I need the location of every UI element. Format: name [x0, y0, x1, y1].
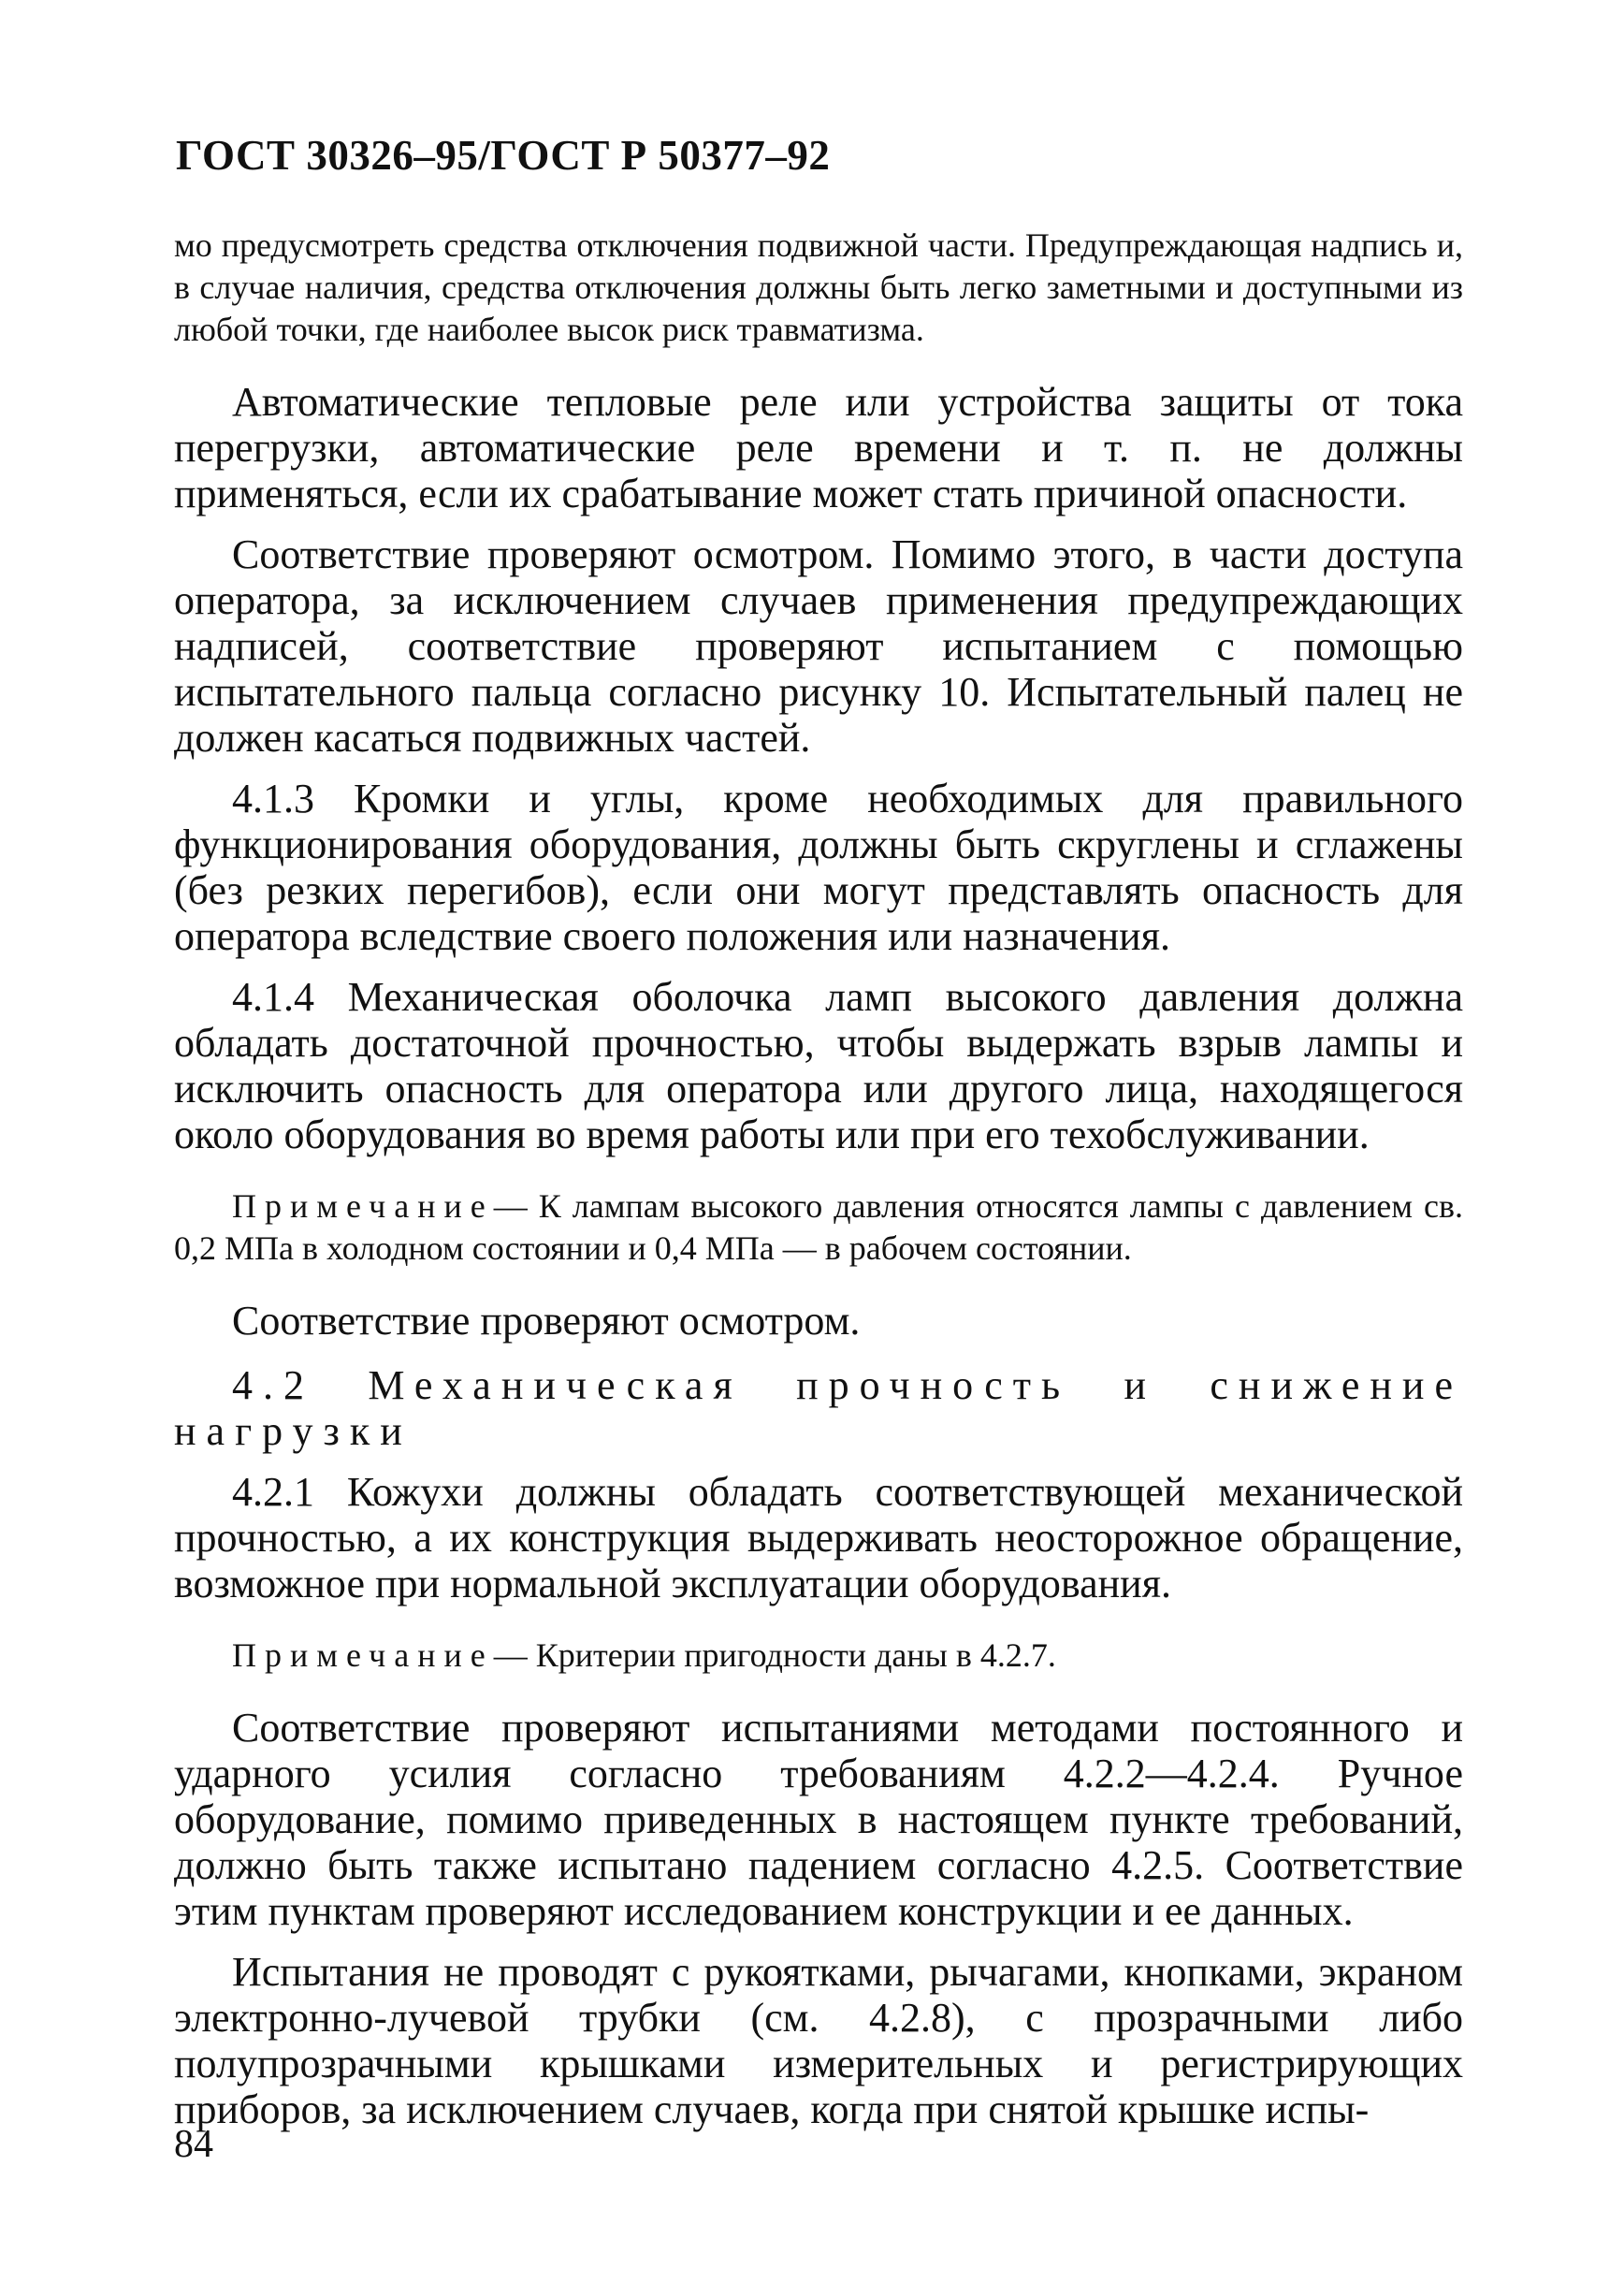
paragraph-testing-methods: Соответствие проверяют испытаниями методами постоянного и ударного усилия согласно требованиям 4.2.2—4.2.4. Ручное оборудование, помимо приведенных в настоящем пункте требований, должно быть также испытано падением согласно 4.2.5. Соответствие этим пунктам проверяют исследованием конструкции и ее данных. [174, 1705, 1463, 1934]
section-heading-number: 4.2 [232, 1362, 314, 1408]
note-criteria [174, 1635, 1463, 1677]
section-heading-4-2 [174, 1362, 1463, 1454]
clause-4-2-1: 4.2.1 Кожухи должны обладать соответствующей механической прочностью, а их конструкция выдерживать неосторожное обращение, возможное при нормальной эксплуатации оборудования. [174, 1469, 1463, 1606]
paragraph-thermal-relays: Автоматические тепловые реле или устройства защиты от тока перегрузки, автоматические реле времени и т. п. не должны применяться, если их срабатывание может стать причиной опасности. [174, 379, 1463, 516]
note-high-pressure-lamps [174, 1185, 1463, 1270]
paragraph-compliance-inspection-2: Соответствие проверяют осмотром. [232, 1298, 861, 1344]
page-number: 84 [174, 2123, 213, 2166]
section-heading-title: Механическая прочность и снижение нагрузки [174, 1362, 1463, 1454]
note-label: Примечание [232, 1636, 494, 1674]
paragraph-continuation: мо предусмотреть средства отключения подвижной части. Предупреждающая надпись и, в случае наличия, средства отключения должны быть легко заметными и доступными из любой точки, где наиболее высок риск травматизма. [174, 226, 1463, 348]
note-label: Примечание [232, 1187, 494, 1225]
paragraph-test-exceptions: Испытания не проводят с рукоятками, рычагами, кнопками, экраном электронно-лучевой трубки (см. 4.2.8), с прозрачными либо полупрозрачными крышками измерительных и регистрирующих приборов, за исключением случаев, когда при снятой крышке испы- [174, 1949, 1463, 2132]
paragraph-compliance-inspection: Соответствие проверяют осмотром. Помимо этого, в части доступа оператора, за исключением случаев применения предупреждающих надписей, соответствие проверяют испытанием с помощью испытательного пальца согласно рисунку 10. Испытательный палец не должен касаться подвижных частей. [174, 531, 1463, 761]
note-text: — К лампам высокого давления относятся лампы с давлением св. 0,2 МПа в холодном состоянии и 0,4 МПа — в рабочем состоянии. [174, 1187, 1463, 1267]
document-header: ГОСТ 30326–95/ГОСТ Р 50377–92 [176, 132, 831, 179]
note-text: — Критерии пригодности даны в 4.2.7. [493, 1636, 1056, 1674]
clause-4-1-4: 4.1.4 Механическая оболочка ламп высокого давления должна обладать достаточной прочностью, чтобы выдержать взрыв лампы и исключить опасность для оператора или другого лица, находящегося около оборудования во время работы или при его техобслуживании. [174, 974, 1463, 1157]
clause-4-1-3: 4.1.3 Кромки и углы, кроме необходимых для правильного функционирования оборудования, должны быть скруглены и сглажены (без резких перегибов), если они могут представлять опасность для оператора вследствие своего положения или назначения. [174, 776, 1463, 959]
document-body [174, 225, 1463, 2132]
